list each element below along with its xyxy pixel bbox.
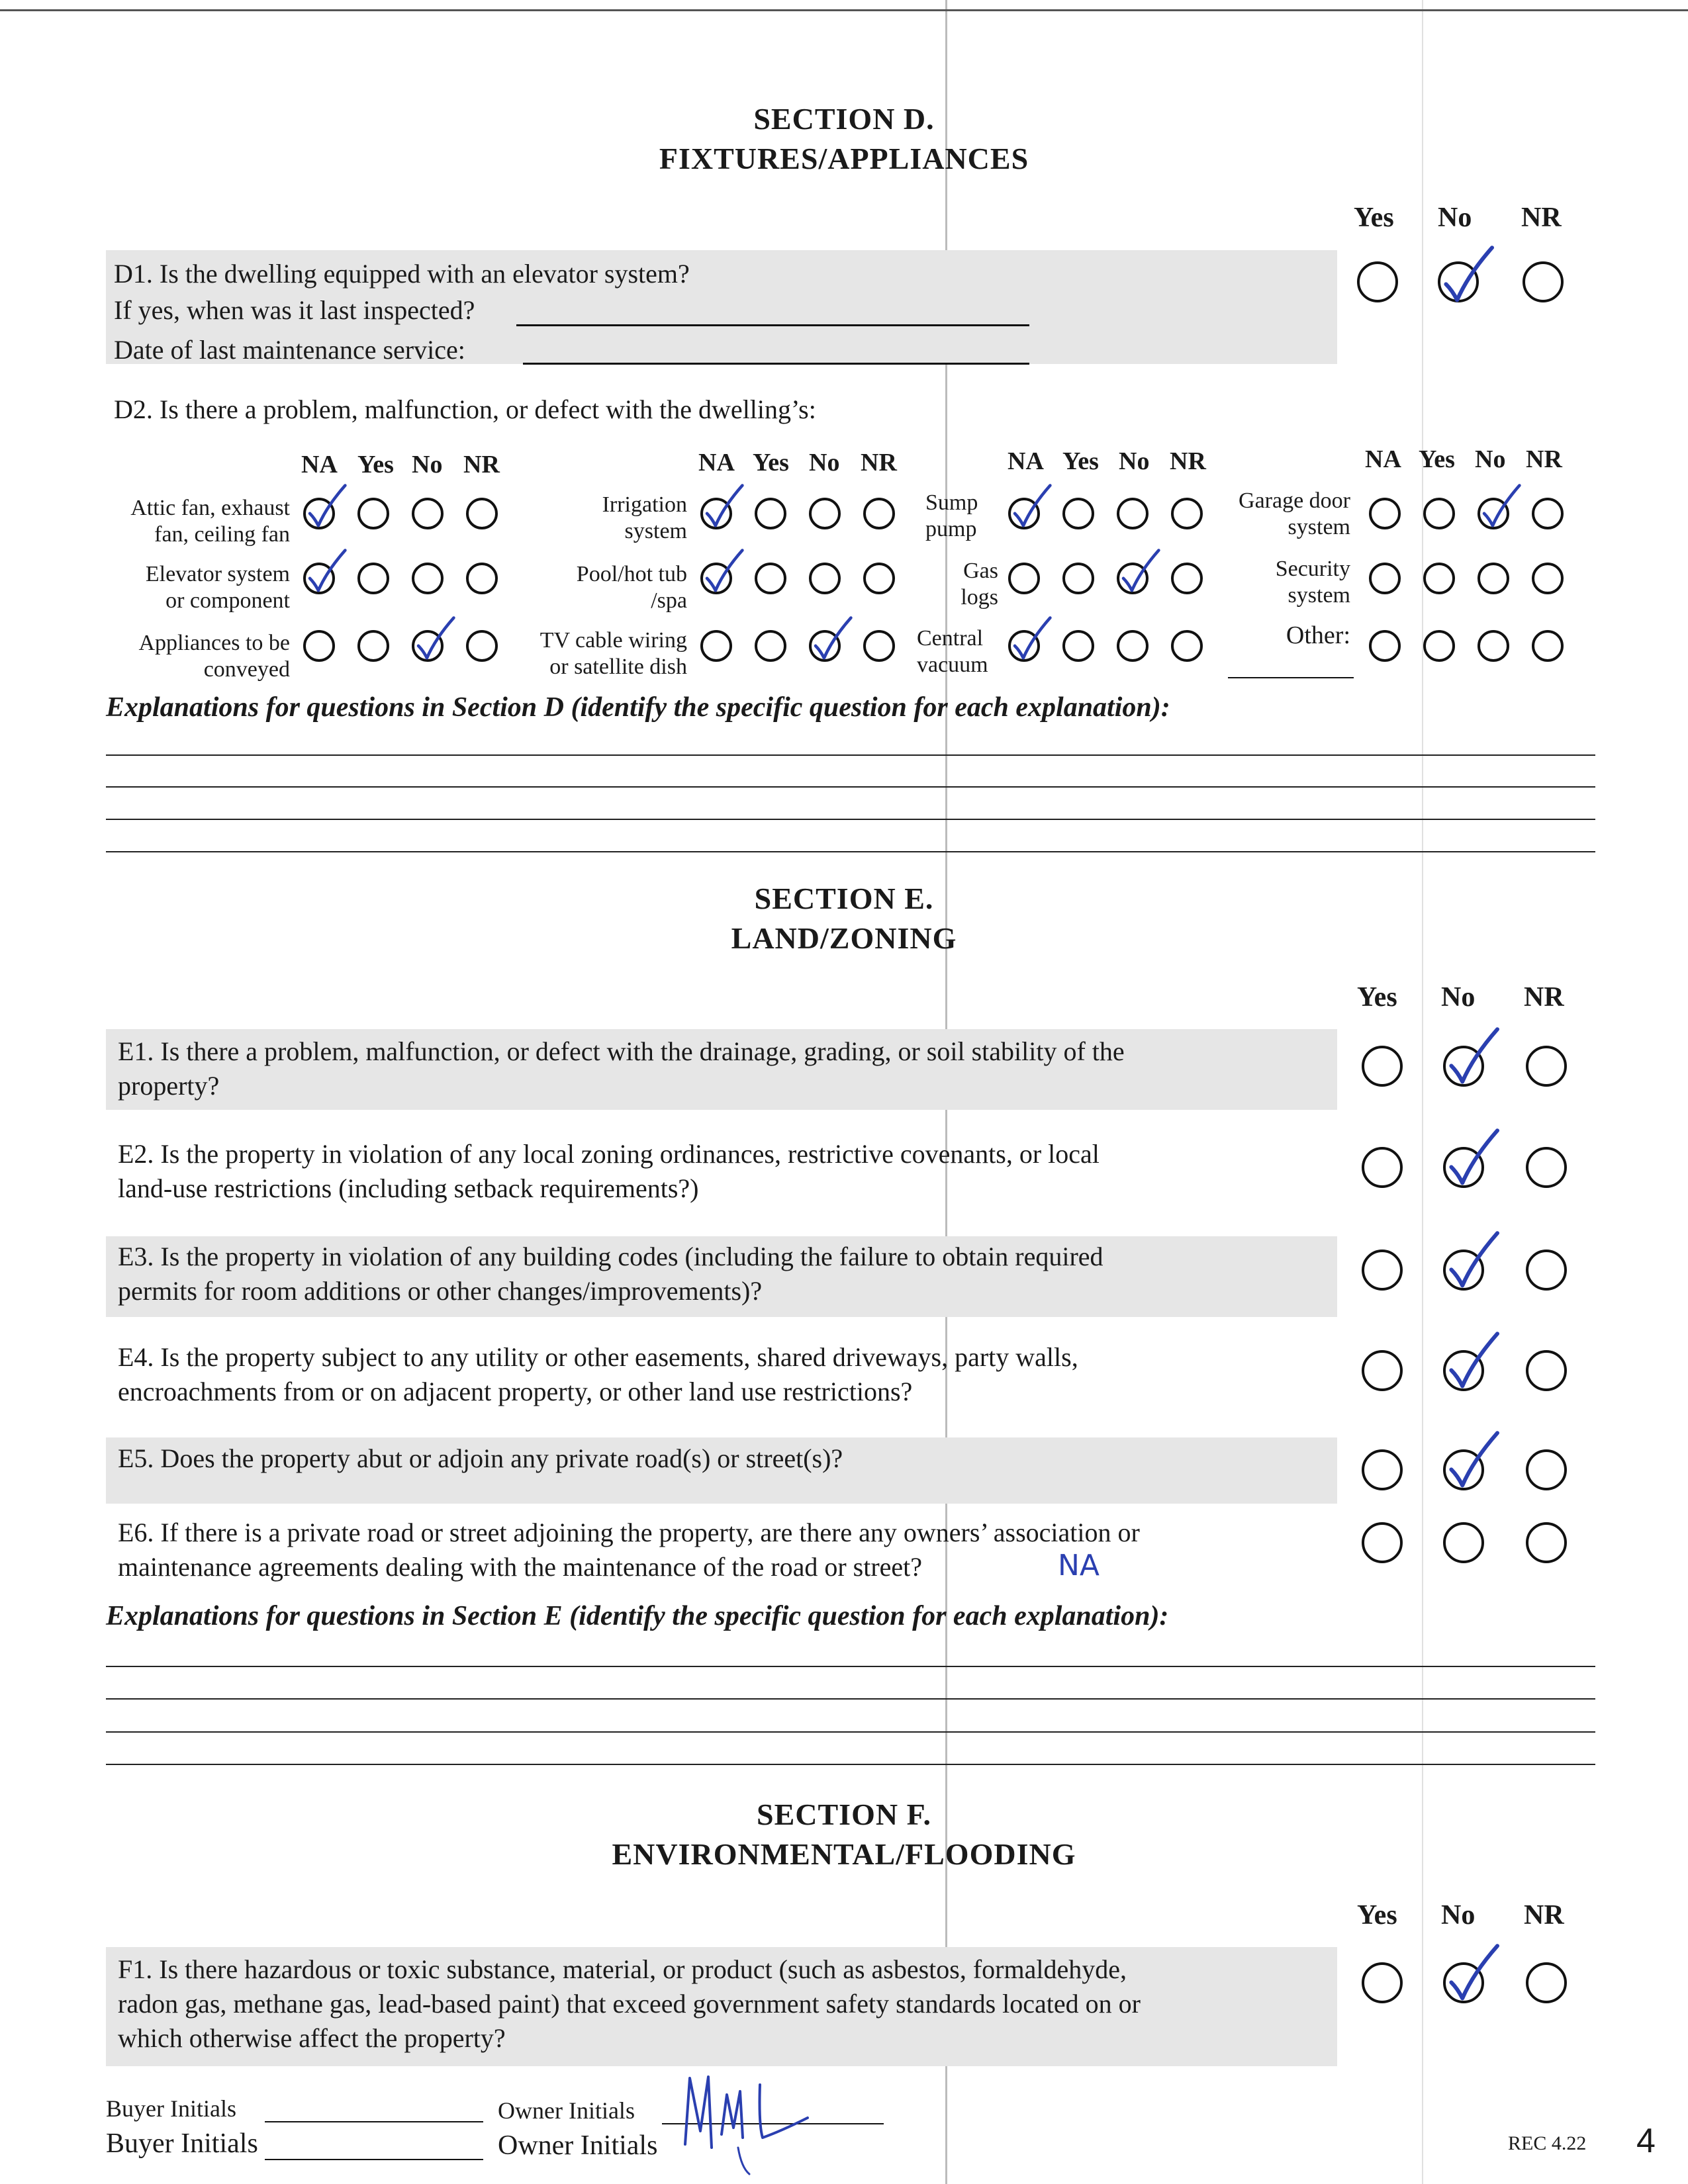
e3-no-radio[interactable] — [1443, 1250, 1484, 1291]
section-d-explanations-label: Explanations for questions in Section D (identify the specific question for each explanation): — [106, 692, 1170, 723]
col-nr-label: NR — [1521, 203, 1562, 233]
d2-radio-no[interactable] — [1477, 498, 1509, 529]
section-d-subtitle: FIXTURES/APPLIANCES — [659, 142, 1029, 175]
col-yes-label: Yes — [1357, 1900, 1397, 1931]
item-other: Other: — [1286, 621, 1350, 649]
sub-no-label: No — [809, 449, 840, 477]
e6-handwritten-na: NA — [1058, 1549, 1100, 1582]
e1-question: E1. Is there a problem, malfunction, or defect with the drainage, grading, or soil stability of the property? — [118, 1036, 1125, 1101]
d2-radio-nr[interactable] — [863, 563, 895, 594]
page-number: 4 — [1636, 2122, 1656, 2160]
d1-no-radio[interactable] — [1438, 261, 1479, 302]
d2-radio-nr[interactable] — [1532, 563, 1564, 594]
item-gas-logs: Gas logs — [961, 559, 998, 610]
explanation-line[interactable] — [106, 851, 1595, 852]
d1-inspected-label: If yes, when was it last inspected? — [114, 295, 475, 325]
col-no-label: No — [1438, 203, 1472, 233]
d1-yes-radio[interactable] — [1357, 261, 1398, 302]
sub-no-label: No — [1119, 447, 1150, 475]
d2-radio-yes[interactable] — [1062, 630, 1094, 662]
d2-radio-nr[interactable] — [1171, 563, 1203, 594]
sub-nr-label: NR — [1526, 445, 1562, 473]
section-f-subtitle: ENVIRONMENTAL/FLOODING — [612, 1837, 1076, 1871]
d2-question: D2. Is there a problem, malfunction, or defect with the dwelling’s: — [114, 394, 816, 424]
d2-radio-no[interactable] — [1477, 563, 1509, 594]
sub-na-label: NA — [1008, 447, 1044, 475]
d2-radio-na[interactable] — [700, 498, 732, 529]
d2-radio-na[interactable] — [303, 498, 335, 529]
e2-no-radio[interactable] — [1443, 1147, 1484, 1188]
d2-radio-yes[interactable] — [357, 630, 389, 662]
e6-nr-radio[interactable] — [1526, 1522, 1567, 1563]
d2-radio-nr[interactable] — [863, 498, 895, 529]
e1-yes-radio[interactable] — [1362, 1046, 1403, 1087]
e6-no-radio[interactable] — [1443, 1522, 1484, 1563]
d2-radio-no[interactable] — [412, 498, 444, 529]
e5-nr-radio[interactable] — [1526, 1449, 1567, 1490]
sub-nr-label: NR — [861, 449, 897, 477]
e3-nr-radio[interactable] — [1526, 1250, 1567, 1291]
e1-no-radio[interactable] — [1443, 1046, 1484, 1087]
d2-radio-yes[interactable] — [755, 630, 786, 662]
d2-radio-no[interactable] — [809, 563, 841, 594]
d2-radio-na[interactable] — [1369, 498, 1401, 529]
sub-yes-label: Yes — [357, 451, 394, 478]
d2-radio-yes[interactable] — [1423, 498, 1455, 529]
d2-radio-yes[interactable] — [357, 498, 389, 529]
d2-radio-no[interactable] — [1117, 498, 1149, 529]
e4-nr-radio[interactable] — [1526, 1350, 1567, 1391]
d2-radio-na[interactable] — [1008, 498, 1040, 529]
d2-radio-no[interactable] — [1117, 563, 1149, 594]
sub-yes-label: Yes — [753, 449, 789, 477]
sub-no-label: No — [1475, 445, 1506, 473]
item-attic-fan: Attic fan, exhaust fan, ceiling fan — [130, 496, 290, 547]
section-e-subtitle: LAND/ZONING — [731, 921, 957, 955]
explanation-line[interactable] — [106, 819, 1595, 820]
sub-yes-label: Yes — [1062, 447, 1099, 475]
d2-radio-nr[interactable] — [466, 498, 498, 529]
owner-initials-label: Owner Initials — [498, 2130, 658, 2161]
explanation-line[interactable] — [106, 1764, 1595, 1765]
d2-radio-no[interactable] — [1117, 630, 1149, 662]
e6-yes-radio[interactable] — [1362, 1522, 1403, 1563]
buyer-initials-label: Buyer Initials — [106, 2128, 258, 2159]
d2-radio-nr[interactable] — [1532, 498, 1564, 529]
col-yes-label: Yes — [1357, 982, 1397, 1013]
d2-radio-na[interactable] — [1008, 630, 1040, 662]
owner-signature — [675, 2065, 834, 2177]
sub-na-label: NA — [1365, 445, 1401, 473]
e3-question: E3. Is the property in violation of any building codes (including the failure to obtain required permits for room additions or other changes/improvements)? — [118, 1242, 1103, 1306]
item-appliances-conveyed: Appliances to be conveyed — [138, 631, 290, 682]
col-no-label: No — [1441, 982, 1476, 1013]
d2-radio-no[interactable] — [412, 563, 444, 594]
d2-radio-yes[interactable] — [1423, 630, 1455, 662]
top-edge-line — [0, 9, 1688, 11]
d2-radio-nr[interactable] — [1171, 630, 1203, 662]
d2-radio-nr[interactable] — [863, 630, 895, 662]
section-d-title: SECTION D. — [753, 102, 935, 136]
explanation-line[interactable] — [106, 1731, 1595, 1733]
e5-question: E5. Does the property abut or adjoin any private road(s) or street(s)? — [118, 1443, 843, 1473]
owner-initials-label: Owner Initials — [498, 2097, 635, 2124]
d2-radio-no[interactable] — [1477, 630, 1509, 662]
d2-radio-no[interactable] — [412, 630, 444, 662]
sub-no-label: No — [412, 451, 443, 478]
form-code: REC 4.22 — [1508, 2132, 1587, 2154]
section-f-title: SECTION F. — [757, 1797, 931, 1831]
explanation-line[interactable] — [106, 786, 1595, 788]
col-yes-label: Yes — [1354, 203, 1394, 233]
buyer-initials-label: Buyer Initials — [106, 2095, 236, 2122]
explanation-line[interactable] — [106, 1698, 1595, 1700]
sub-nr-label: NR — [463, 451, 500, 478]
d1-maintenance-label: Date of last maintenance service: — [114, 335, 465, 365]
item-sump-pump: Sump pump — [925, 490, 978, 541]
d2-radio-nr[interactable] — [466, 563, 498, 594]
d2-radio-na[interactable] — [1008, 563, 1040, 594]
e2-question: E2. Is the property in violation of any local zoning ordinances, restrictive covenants, or local land-use restrictions (including setback requirements?) — [118, 1139, 1100, 1203]
buyer-initials-field[interactable] — [265, 2159, 483, 2160]
e5-no-radio[interactable] — [1443, 1449, 1484, 1490]
explanation-line[interactable] — [106, 1666, 1595, 1667]
d2-radio-na[interactable] — [303, 563, 335, 594]
col-nr-label: NR — [1524, 982, 1564, 1013]
section-e-title: SECTION E. — [754, 882, 934, 915]
item-other-field[interactable] — [1228, 677, 1354, 678]
d2-radio-no[interactable] — [809, 498, 841, 529]
item-garage-door: Garage door system — [1239, 488, 1350, 539]
sub-na-label: NA — [301, 451, 338, 478]
d2-radio-yes[interactable] — [755, 498, 786, 529]
d2-radio-nr[interactable] — [1171, 498, 1203, 529]
d2-radio-na[interactable] — [303, 630, 335, 662]
e4-no-radio[interactable] — [1443, 1350, 1484, 1391]
e6-question: E6. If there is a private road or street adjoining the property, are there any owners’ association or maintenance agreements dealing with the maintenance of the road or street? — [118, 1518, 1140, 1582]
col-no-label: No — [1441, 1900, 1476, 1931]
f1-nr-radio[interactable] — [1526, 1962, 1567, 2003]
d2-radio-na[interactable] — [1369, 630, 1401, 662]
d2-radio-yes[interactable] — [1423, 563, 1455, 594]
d2-radio-na[interactable] — [700, 563, 732, 594]
e5-yes-radio[interactable] — [1362, 1449, 1403, 1490]
item-central-vacuum: Central vacuum — [917, 626, 988, 677]
d1-inspected-field[interactable] — [516, 324, 1029, 326]
item-tv-cable: TV cable wiring or satellite dish — [539, 628, 687, 679]
d2-radio-na[interactable] — [700, 630, 732, 662]
buyer-initials-field[interactable] — [265, 2121, 483, 2122]
f1-no-radio[interactable] — [1443, 1962, 1484, 2003]
sub-yes-label: Yes — [1419, 445, 1455, 473]
f1-question: F1. Is there hazardous or toxic substance, material, or product (such as asbestos, formaldehyde, radon gas, methane gas, lead-based paint) that exceed government safety standards located on or which otherwise affect the property? — [118, 1954, 1141, 2053]
e2-nr-radio[interactable] — [1526, 1147, 1567, 1188]
section-e-explanations-label: Explanations for questions in Section E (identify the specific question for each explanation): — [106, 1601, 1169, 1631]
f1-yes-radio[interactable] — [1362, 1962, 1403, 2003]
e2-yes-radio[interactable] — [1362, 1147, 1403, 1188]
d2-radio-no[interactable] — [809, 630, 841, 662]
item-elevator-system: Elevator system or component — [145, 562, 290, 613]
d2-radio-nr[interactable] — [466, 630, 498, 662]
d2-radio-yes[interactable] — [357, 563, 389, 594]
d1-question: D1. Is the dwelling equipped with an elevator system? — [114, 259, 690, 289]
e1-nr-radio[interactable] — [1526, 1046, 1567, 1087]
d2-radio-na[interactable] — [1369, 563, 1401, 594]
e3-yes-radio[interactable] — [1362, 1250, 1403, 1291]
e4-question: E4. Is the property subject to any utility or other easements, shared driveways, party walls, encroachments from or on adjacent property, or other land use restrictions? — [118, 1342, 1078, 1406]
d2-radio-yes[interactable] — [755, 563, 786, 594]
d2-radio-yes[interactable] — [1062, 498, 1094, 529]
d1-nr-radio[interactable] — [1523, 261, 1564, 302]
e4-yes-radio[interactable] — [1362, 1350, 1403, 1391]
d1-maintenance-field[interactable] — [523, 363, 1029, 365]
d2-radio-nr[interactable] — [1532, 630, 1564, 662]
item-irrigation: Irrigation system — [602, 492, 687, 543]
col-nr-label: NR — [1524, 1900, 1564, 1931]
item-pool-hot-tub: Pool/hot tub /spa — [576, 562, 687, 613]
sub-na-label: NA — [698, 449, 735, 477]
explanation-line[interactable] — [106, 754, 1595, 756]
item-security-system: Security system — [1275, 557, 1350, 608]
sub-nr-label: NR — [1170, 447, 1206, 475]
d2-radio-yes[interactable] — [1062, 563, 1094, 594]
